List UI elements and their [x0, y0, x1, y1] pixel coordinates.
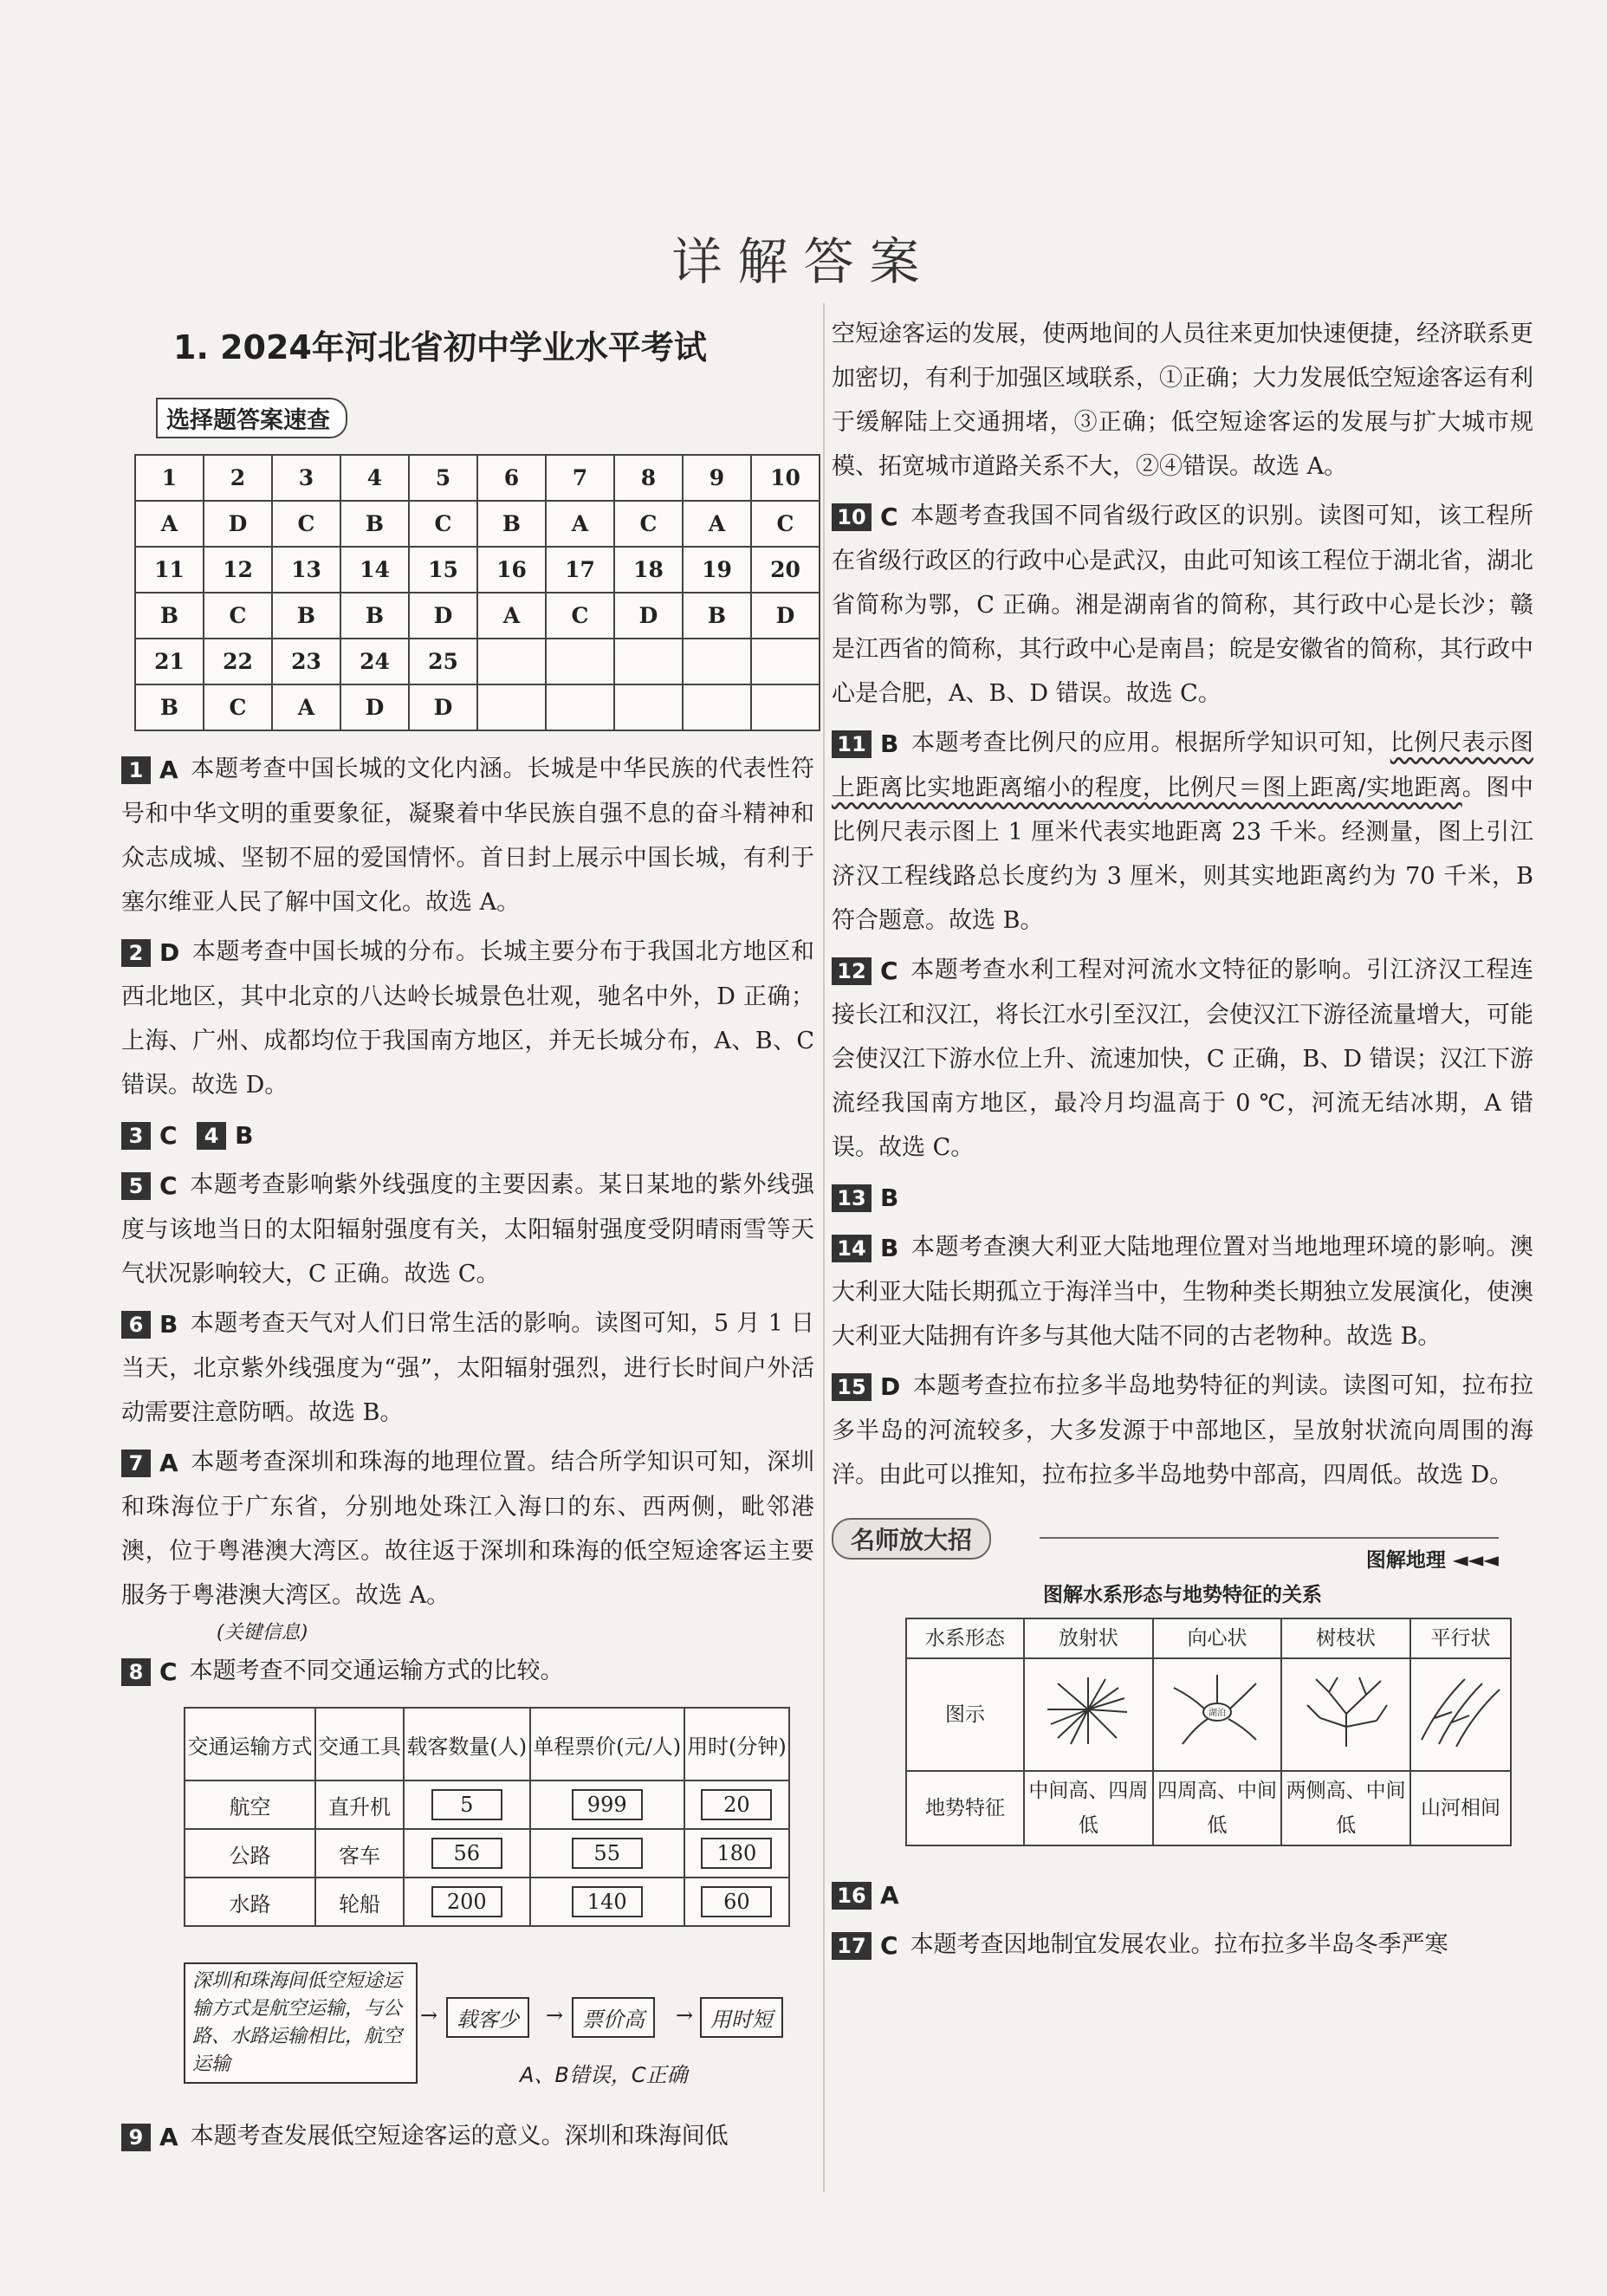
answer-letter-cell — [614, 684, 683, 730]
explanation-text: 本题考查水利工程对河流水文特征的影响。引江济汉工程连接长江和汉江，将长江水引至汉江，会使汉江下游径流量增大，可能会使汉江下游水位上升、流速加快，C 正确，B、D 错误；汉江下游流经我国南方地区，最冷月均温高于 0 ℃，河流无结冰期，A 错误。故选 C。 — [832, 957, 1533, 1161]
question-number: 16 — [832, 1882, 872, 1910]
answer-number-cell: 19 — [683, 547, 751, 593]
explanation-text: 本题考查比例尺的应用。根据所学知识可知， — [910, 730, 1390, 756]
answer-letter: C — [880, 957, 898, 985]
answer-number-cell — [546, 639, 614, 684]
answer-letter: B — [235, 1121, 254, 1150]
answer-number-cell: 11 — [135, 547, 204, 593]
answer-letter: D — [880, 1372, 901, 1401]
transport-value-cell — [530, 1780, 684, 1829]
transport-value-cell — [530, 1878, 684, 1926]
answer-letter-cell: D — [614, 593, 683, 639]
answer-letter-cell: C — [204, 593, 272, 639]
circled-value: 140 — [572, 1886, 643, 1917]
answer-letter-row — [135, 684, 820, 730]
circled-value: 20 — [701, 1789, 772, 1820]
answer-letter-cell: C — [409, 501, 477, 547]
question-10 — [832, 494, 1533, 716]
answer-number-cell: 18 — [614, 547, 683, 593]
left-column — [121, 312, 814, 2151]
arrow-icon: → — [546, 2003, 564, 2027]
answer-letter-cell — [477, 684, 546, 730]
explanation-text: 本题考查发展低空短途客运的意义。深圳和珠海间低 — [190, 2123, 729, 2150]
answer-number-cell: 4 — [340, 455, 409, 501]
teacher-tip-header — [832, 1518, 1533, 1572]
answer-letter-cell: C — [204, 684, 272, 730]
transport-vehicle-cell: 客车 — [315, 1829, 404, 1878]
answer-number-cell: 2 — [204, 455, 272, 501]
answer-letter-cell: B — [340, 593, 409, 639]
answer-letter-cell: A — [546, 501, 614, 547]
exam-title: 1. 2024年河北省初中学业水平考试 — [173, 328, 707, 366]
question-number: 9 — [121, 2124, 151, 2151]
answer-letter-cell: A — [272, 684, 340, 730]
question-number: 2 — [121, 939, 151, 967]
header-cell: 水系形态 — [906, 1618, 1024, 1658]
circled-value: 60 — [701, 1886, 772, 1917]
circled-value: 180 — [701, 1838, 772, 1869]
answer-letter-cell: D — [409, 684, 477, 730]
answer-letter: D — [159, 938, 180, 967]
question-number: 14 — [832, 1235, 872, 1262]
answer-number-row — [135, 547, 820, 593]
answer-number-cell: 7 — [546, 455, 614, 501]
explanation-text: 本题考查拉布拉多半岛地势特征的判读。读图可知，拉布拉多半岛的河流较多，大多发源于中部地区，呈放射状流向周围的海洋。由此可以推知，拉布拉多半岛地势中部高，四周低。故选 D。 — [832, 1372, 1533, 1489]
answer-number-cell: 6 — [477, 455, 546, 501]
transport-value-cell — [684, 1780, 789, 1829]
answer-letter: C — [159, 1121, 178, 1150]
centripetal-drainage-icon — [1170, 1670, 1265, 1748]
answer-letter-cell: A — [683, 501, 751, 547]
question-14 — [832, 1225, 1533, 1359]
drainage-pattern-table — [905, 1618, 1512, 1846]
answer-number-cell: 16 — [477, 547, 546, 593]
question-12 — [832, 948, 1533, 1170]
key-info-note: (关键信息) — [217, 1622, 308, 1644]
answer-letter-cell: D — [340, 684, 409, 730]
answer-letter-cell: C — [751, 501, 820, 547]
answer-number-cell: 14 — [340, 547, 409, 593]
dendritic-drainage-icon — [1299, 1670, 1394, 1748]
answer-letter: A — [159, 756, 178, 784]
question-7 — [121, 1440, 814, 1618]
answer-letter: A — [880, 1881, 899, 1910]
explanation-text: 本题考查中国长城的文化内涵。长城是中华民族的代表性符号和中华文明的重要象征，凝聚着中华民族自强不息的奋斗精神和众志成城、坚韧不屈的爱国情怀。首日封上展示中国长城，有利于塞尔维亚人民了解中国文化。故选 A。 — [121, 756, 814, 916]
transport-value-cell — [404, 1780, 530, 1829]
explanation-text: 本题考查天气对人们日常生活的影响。读图可知，5 月 1 日当天，北京紫外线强度为“强”，太阳辐射强烈，进行长时间户外活动需要注意防晒。故选 B。 — [121, 1310, 814, 1426]
question-number: 1 — [121, 756, 151, 784]
terrain-radial: 中间高、四周低 — [1024, 1771, 1153, 1845]
question-number: 13 — [832, 1184, 872, 1212]
answer-letter: B — [880, 730, 899, 758]
transport-note: 深圳和珠海间低空短途运输方式是航空运输，与公路、水路运输相比，航空运输 — [184, 1962, 418, 2084]
question-number: 17 — [832, 1932, 872, 1960]
transport-header-row — [185, 1708, 789, 1780]
transport-header-cell: 交通运输方式 — [185, 1708, 315, 1780]
question-number: 6 — [121, 1311, 151, 1339]
answer-number-cell — [477, 639, 546, 684]
flow-fare: 票价高 — [572, 1997, 655, 2038]
question-9-continued: 空短途客运的发展，使两地间的人员往来更加快速便捷，经济联系更加密切，有利于加强区域联系，①正确；大力发展低空短途客运有利于缓解陆上交通拥堵，③正确；低空短途客运的发展与扩大城市规模、拓宽城市道路关系不大，②④错误。故选 A。 — [832, 321, 1533, 480]
transport-header-cell: 用时(分钟) — [684, 1708, 789, 1780]
flow-time: 用时短 — [700, 1997, 783, 2038]
question-number: 5 — [121, 1172, 151, 1200]
explanation-text: 本题考查因地制宜发展农业。拉布拉多半岛冬季严寒 — [910, 1931, 1448, 1958]
answer-number-cell — [751, 639, 820, 684]
question-number: 12 — [832, 957, 872, 985]
transport-value-cell — [684, 1878, 789, 1926]
question-1 — [121, 747, 814, 924]
explanation-text: 本题考查影响紫外线强度的主要因素。某日某地的紫外线强度与该地当日的太阳辐射强度有关，太阳辐射强度受阴晴雨雪等天气状况影响较大，C 正确。故选 C。 — [121, 1171, 814, 1287]
image-row-label: 图示 — [906, 1658, 1024, 1771]
question-9 — [121, 2114, 814, 2159]
answer-number-cell: 1 — [135, 455, 204, 501]
explanation-text: 本题考查我国不同省级行政区的识别。读图可知，该工程所在省级行政区的行政中心是武汉，由此可知该工程位于湖北省，湖北省简称为鄂，C 正确。湘是湖南省的简称，其行政中心是长沙；赣是江西省的简称，其行政中心是南昌；皖是安徽省的简称，其行政中心是合肥，A、B、D 错误。故选 C。 — [832, 503, 1533, 707]
question-3-4 — [121, 1112, 814, 1158]
answer-number-cell: 13 — [272, 547, 340, 593]
pattern-radial: 放射状 — [1024, 1618, 1153, 1658]
answer-number-cell: 21 — [135, 639, 204, 684]
answer-letter-cell: B — [477, 501, 546, 547]
explanation-text: 。图中比例尺表示图上 1 厘米代表实地距离 23 千米。经测量，图上引江济汉工程线路总长度约为 3 厘米，则其实地距离约为 70 千米，B 符合题意。故选 B。 — [832, 775, 1533, 934]
transport-value-cell — [404, 1829, 530, 1878]
answer-letter-cell: C — [614, 501, 683, 547]
teacher-tip-tag: 名师放大招 — [832, 1518, 991, 1560]
answer-letter-cell: B — [135, 684, 204, 730]
explanation-text: 本题考查不同交通运输方式的比较。 — [189, 1657, 564, 1684]
answer-letter-cell: A — [477, 593, 546, 639]
transport-mode-cell: 水路 — [185, 1878, 315, 1926]
answer-letter-cell — [683, 684, 751, 730]
question-16 — [832, 1872, 1533, 1917]
answer-number-row — [135, 455, 820, 501]
transport-row — [185, 1878, 789, 1926]
answer-letter-cell: B — [683, 593, 751, 639]
circled-value: 55 — [572, 1838, 643, 1869]
answer-number-cell: 12 — [204, 547, 272, 593]
radial-diagram — [1024, 1658, 1153, 1771]
question-13 — [832, 1175, 1533, 1220]
answer-number-cell: 3 — [272, 455, 340, 501]
parallel-drainage-icon — [1413, 1670, 1508, 1748]
question-number: 15 — [832, 1373, 872, 1401]
transport-row — [185, 1829, 789, 1878]
answer-letter: B — [880, 1234, 899, 1262]
transport-vehicle-cell: 轮船 — [315, 1878, 404, 1926]
answer-number-cell: 8 — [614, 455, 683, 501]
answer-letter-cell — [546, 684, 614, 730]
answer-number-cell: 23 — [272, 639, 340, 684]
transport-row — [185, 1780, 789, 1829]
answer-letter: B — [159, 1310, 178, 1339]
explanation-text: 本题考查中国长城的分布。长城主要分布于我国北方地区和西北地区，其中北京的八达岭长城景色壮观，驰名中外，D 正确；上海、广州、成都均位于我国南方地区，并无长城分布，A、B、C 错误。故选 D。 — [121, 938, 814, 1099]
terrain-parallel: 山河相间 — [1410, 1771, 1511, 1845]
tip-title: 图解水系形态与地势特征的关系 — [1043, 1584, 1322, 1606]
question-6 — [121, 1301, 814, 1435]
question-8 — [121, 1649, 814, 1694]
question-number: 11 — [832, 730, 872, 758]
answer-letter-cell: D — [204, 501, 272, 547]
circled-value: 200 — [431, 1886, 502, 1917]
answer-letter: C — [159, 1171, 178, 1200]
question-number: 7 — [121, 1450, 151, 1477]
answer-number-cell: 25 — [409, 639, 477, 684]
pattern-dendritic: 树枝状 — [1281, 1618, 1410, 1658]
transport-mode-cell: 公路 — [185, 1829, 315, 1878]
lake-label: 湖泊 — [1208, 1708, 1226, 1718]
answer-number-cell: 24 — [340, 639, 409, 684]
answer-letter-row — [135, 593, 820, 639]
answer-number-cell — [683, 639, 751, 684]
centripetal-diagram — [1153, 1658, 1282, 1771]
question-2 — [121, 930, 814, 1107]
answer-letter-cell: B — [135, 593, 204, 639]
question-11 — [832, 721, 1533, 943]
answer-letter: B — [880, 1184, 899, 1212]
terrain-row-label: 地势特征 — [906, 1771, 1024, 1845]
question-number: 10 — [832, 503, 872, 531]
transport-value-cell — [530, 1829, 684, 1878]
answer-letter: A — [159, 2123, 178, 2151]
quick-answer-label: 选择题答案速查 — [156, 398, 347, 438]
answer-letter-cell: C — [272, 501, 340, 547]
pattern-parallel: 平行状 — [1410, 1618, 1511, 1658]
answer-letter-cell: B — [272, 593, 340, 639]
transport-mode-cell: 航空 — [185, 1780, 315, 1829]
question-number: 3 — [121, 1122, 151, 1150]
transport-vehicle-cell: 直升机 — [315, 1780, 404, 1829]
answer-letter: C — [880, 503, 898, 531]
transport-comparison — [184, 1707, 790, 1927]
transport-table — [184, 1707, 790, 1927]
answer-letter: C — [880, 1931, 898, 1960]
answer-number-cell: 15 — [409, 547, 477, 593]
right-column — [832, 312, 1533, 1968]
answer-letter: A — [159, 1449, 178, 1477]
question-number: 8 — [121, 1658, 151, 1686]
transport-header-cell: 交通工具 — [315, 1708, 404, 1780]
answer-number-cell: 9 — [683, 455, 751, 501]
page-title: 详解答案 — [671, 232, 936, 291]
terrain-centripetal: 四周高、中间低 — [1153, 1771, 1282, 1845]
dendritic-diagram — [1281, 1658, 1410, 1771]
transport-header-cell: 单程票价(元/人) — [530, 1708, 684, 1780]
circled-value: 999 — [572, 1789, 643, 1820]
answer-letter-row — [135, 501, 820, 547]
circled-value: 5 — [431, 1789, 502, 1820]
transport-value-cell — [404, 1878, 530, 1926]
answer-number-cell — [614, 639, 683, 684]
question-15 — [832, 1364, 1533, 1497]
answer-letter-cell: D — [751, 593, 820, 639]
answer-number-cell: 22 — [204, 639, 272, 684]
column-divider — [823, 303, 825, 2192]
transport-value-cell — [684, 1829, 789, 1878]
question-17 — [832, 1923, 1533, 1968]
question-number: 4 — [197, 1122, 226, 1150]
flow-passengers: 载客少 — [446, 1997, 529, 2038]
answer-number-row — [135, 639, 820, 684]
circled-value: 56 — [431, 1838, 502, 1869]
tip-subtitle: 图解地理 ◄◄◄ — [1365, 1549, 1499, 1572]
terrain-dendritic: 两侧高、中间低 — [1281, 1771, 1410, 1845]
answer-letter-cell: B — [340, 501, 409, 547]
question-5 — [121, 1163, 814, 1296]
answer-letter-cell: A — [135, 501, 204, 547]
answer-letter-cell: D — [409, 593, 477, 639]
arrow-icon: → — [420, 2003, 438, 2027]
answer-number-cell: 5 — [409, 455, 477, 501]
pattern-centripetal: 向心状 — [1153, 1618, 1282, 1658]
answer-table — [134, 454, 820, 731]
transport-header-cell: 载客数量(人) — [404, 1708, 530, 1780]
key-concept-underline: 比例尺表示图上距离比实地距离缩小的程度，比例尺＝图上距离/实地距离 — [832, 730, 1533, 801]
answer-number-cell: 10 — [751, 455, 820, 501]
answer-letter-cell — [751, 684, 820, 730]
answer-letter-cell: C — [546, 593, 614, 639]
answer-number-cell: 20 — [751, 547, 820, 593]
radial-drainage-icon — [1040, 1670, 1136, 1748]
answer-number-cell: 17 — [546, 547, 614, 593]
tip-rule — [1040, 1537, 1499, 1539]
flow-result: A、B错误，C正确 — [520, 2063, 688, 2087]
explanation-text: 本题考查澳大利亚大陆地理位置对当地地理环境的影响。澳大利亚大陆长期孤立于海洋当中，生物种类长期独立发展演化，使澳大利亚大陆拥有许多与其他大陆不同的古老物种。故选 B。 — [832, 1234, 1533, 1350]
parallel-diagram — [1410, 1658, 1511, 1771]
explanation-text: 本题考查深圳和珠海的地理位置。结合所学知识可知，深圳和珠海位于广东省，分别地处珠江入海口的东、西两侧，毗邻港澳，位于粤港澳大湾区。故往返于深圳和珠海的低空短途客运主要服务于粤港澳大湾区。故选 A。 — [121, 1449, 814, 1609]
arrow-icon: → — [676, 2003, 694, 2027]
answer-letter: C — [159, 1657, 178, 1686]
